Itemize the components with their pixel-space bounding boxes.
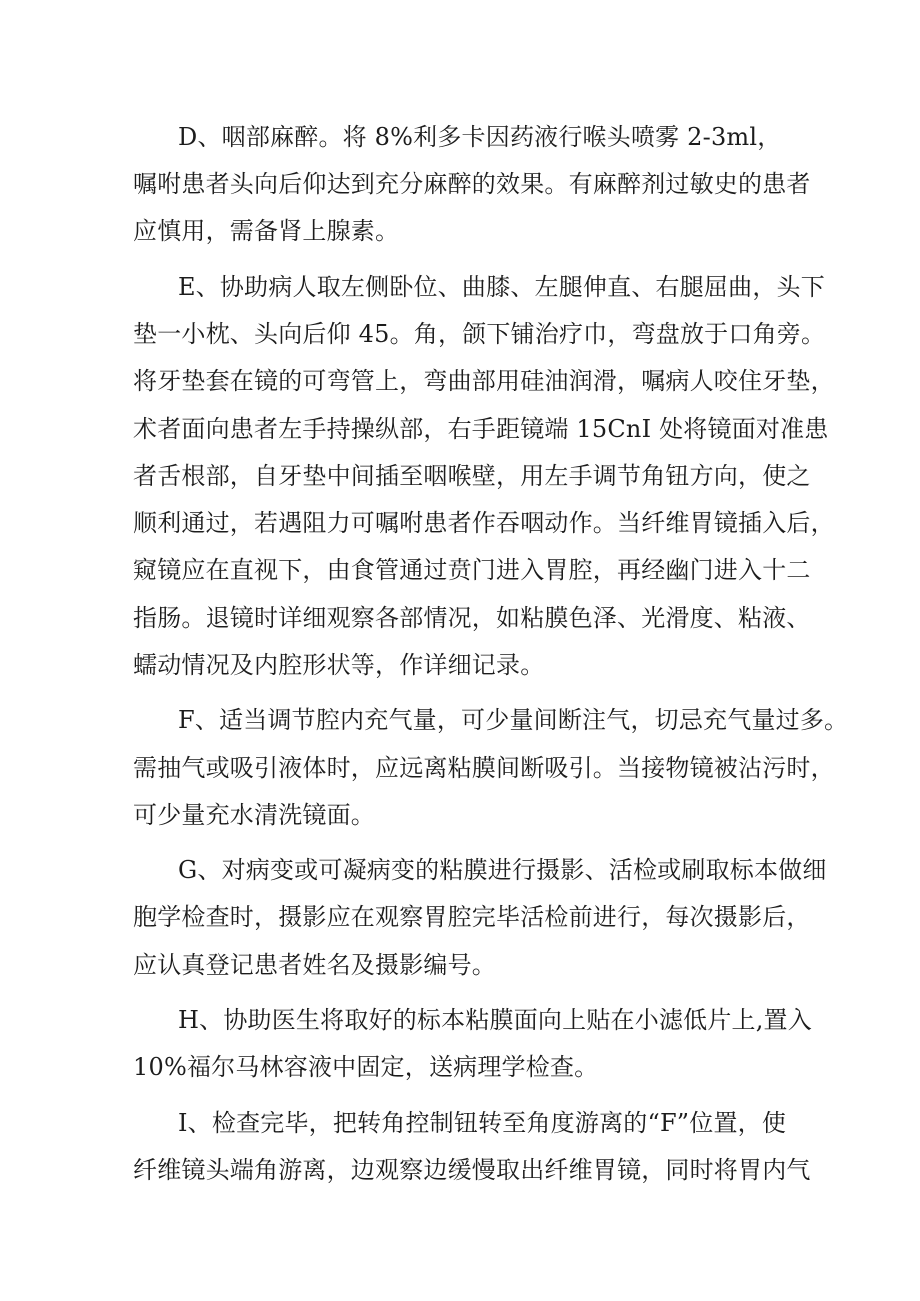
text-line-1: D、咽部麻醉。将 8%利多卡因药液行喉头喷雾 2-3ml， xyxy=(178,123,782,151)
text-line-4: E、协助病人取左侧卧位、曲膝、左腿伸直、右腿屈曲，头下 xyxy=(178,273,825,301)
text-line-7: 术者面向患者左手持操纵部，右手距镜端 15CnI 处将镜面对准患 xyxy=(133,415,829,443)
text-line-15: 可少量充水清洗镜面。 xyxy=(133,801,375,829)
text-line-22: 纤维镜头端角游离，边观察边缓慢取出纤维胃镜，同时将胃内气 xyxy=(133,1156,811,1184)
text-line-10: 窥镜应在直视下，由食管通过贲门进入胃腔，再经幽门进入十二 xyxy=(133,556,811,584)
text-line-8: 者舌根部，自牙垫中间插至咽喉壁，用左手调节角钮方向，使之 xyxy=(133,462,811,490)
text-line-17: 胞学检查时，摄影应在观察胃腔完毕活检前进行，每次摄影后， xyxy=(133,903,811,931)
text-line-14: 需抽气或吸引液体时，应远离粘膜间断吸引。当接物镜被沾污时， xyxy=(133,754,835,782)
text-line-20: 10%福尔马林容液中固定，送病理学检查。 xyxy=(133,1053,599,1081)
text-line-16: G、对病变或可凝病变的粘膜进行摄影、活检或刷取标本做细 xyxy=(178,856,827,884)
text-line-18: 应认真登记患者姓名及摄影编号。 xyxy=(133,951,496,979)
text-line-11: 指肠。退镜时详细观察各部情况，如粘膜色泽、光滑度、粘液、 xyxy=(133,604,811,632)
text-line-13: F、适当调节腔内充气量，可少量间断注气，切忌充气量过多。 xyxy=(178,706,849,734)
text-line-12: 蠕动情况及内腔形状等，作详细记录。 xyxy=(133,651,545,679)
text-line-19: H、协助医生将取好的标本粘膜面向上贴在小滤低片上,置入 xyxy=(178,1006,812,1034)
text-line-9: 顺利通过，若遇阻力可嘱咐患者作吞咽动作。当纤维胃镜插入后， xyxy=(133,509,835,537)
text-line-5: 垫一小枕、头向后仰 45。角，颌下铺治疗巾，弯盘放于口角旁。 xyxy=(133,320,826,348)
text-line-6: 将牙垫套在镜的可弯管上，弯曲部用硅油润滑，嘱病人咬住牙垫， xyxy=(133,367,835,395)
text-line-21: I、检查完毕，把转角控制钮转至角度游离的“F”位置，使 xyxy=(178,1109,787,1137)
text-line-2: 嘱咐患者头向后仰达到充分麻醉的效果。有麻醉剂过敏史的患者 xyxy=(133,170,811,198)
text-line-3: 应慎用，需备肾上腺素。 xyxy=(133,217,400,245)
